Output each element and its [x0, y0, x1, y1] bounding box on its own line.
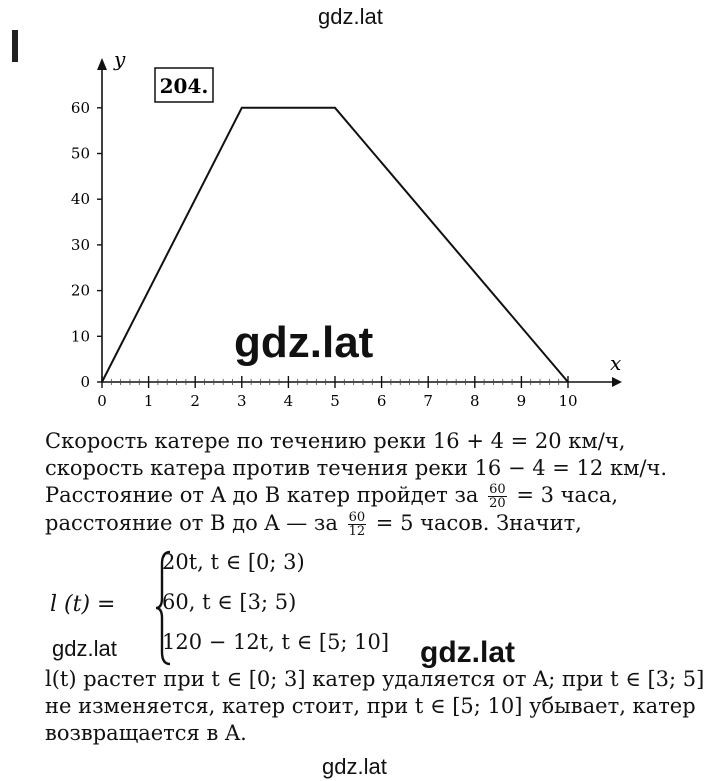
y-tick-group [71, 99, 102, 391]
y-tick-label: 60 [70, 98, 90, 117]
x-tick-label: 5 [330, 392, 340, 410]
x-tick-label: 2 [190, 392, 200, 410]
solution-paragraph [45, 428, 693, 538]
y-tick-label: 0 [80, 373, 90, 391]
function-case-2: 60, t ∈ [3; 5) [162, 590, 297, 614]
x-tick-label: 6 [376, 392, 387, 410]
y-tick-label: 10 [70, 327, 90, 346]
y-tick-label: 30 [70, 235, 90, 254]
x-tick-label: 0 [97, 392, 107, 410]
problem-number-box [155, 68, 213, 102]
y-tick-label: 40 [70, 190, 90, 209]
conclusion-line-2: не изменяется, катер стоит, при t ∈ [5; 10] убывает, катер [45, 694, 696, 718]
watermark-bottom: gdz.lat [322, 754, 387, 779]
x-tick-label: 1 [143, 392, 154, 410]
watermark-center: gdz.lat [234, 318, 374, 367]
watermark-top: gdz.lat [318, 4, 383, 29]
conclusion-line-3: возвращается в A. [45, 721, 247, 745]
watermark-mid-right: gdz.lat [420, 636, 515, 669]
x-tick-label: 7 [423, 392, 433, 410]
watermark-mid-left: gdz.lat [52, 636, 117, 661]
scan-mark [12, 30, 18, 62]
x-tick-label: 4 [283, 392, 294, 410]
x-axis-arrow-icon [612, 377, 622, 387]
text-line-3-end: = 3 часа, [516, 483, 619, 507]
y-tick-label: 20 [70, 281, 90, 300]
x-tick-group [97, 376, 577, 410]
function-case-3: 120 − 12t, t ∈ [5; 10] [162, 630, 390, 654]
problem-number: 204. [159, 74, 209, 98]
text-line-3 [45, 482, 693, 510]
text-line-3-start: Расстояние от A до B катер пройдет за [45, 483, 479, 507]
fraction-60-20: $\frac{60}{20}$ [489, 482, 506, 511]
text-line-4-end: = 5 часов. Значит, [375, 511, 582, 535]
conclusion-line-1: l(t) растет при t ∈ [0; 3] катер удаляется от A; при t ∈ [3; 5] [45, 667, 705, 691]
text-line-2: скорость катера против течения реки 16 − 4 = 12 км/ч. [45, 456, 668, 480]
y-tick-label: 50 [70, 144, 90, 163]
x-tick-label: 10 [558, 392, 578, 410]
x-tick-label: 9 [516, 392, 527, 410]
text-line-1: Скорость катере по течению реки 16 + 4 = 20 км/ч, [45, 429, 626, 453]
x-axis-label: x [610, 351, 622, 375]
y-axis-label: y [114, 47, 126, 71]
text-line-4 [45, 510, 693, 538]
x-tick-label: 8 [470, 392, 480, 410]
conclusion-paragraph [45, 666, 705, 747]
function-case-1: 20t, t ∈ [0; 3) [162, 550, 305, 574]
y-axis-arrow-icon [97, 58, 107, 70]
function-name: l (t) = [50, 592, 116, 617]
fraction-60-12: $\frac{60}{12}$ [348, 510, 366, 539]
x-tick-label: 3 [237, 392, 247, 410]
text-line-4-start: расстояние от B до A — за [45, 511, 338, 535]
